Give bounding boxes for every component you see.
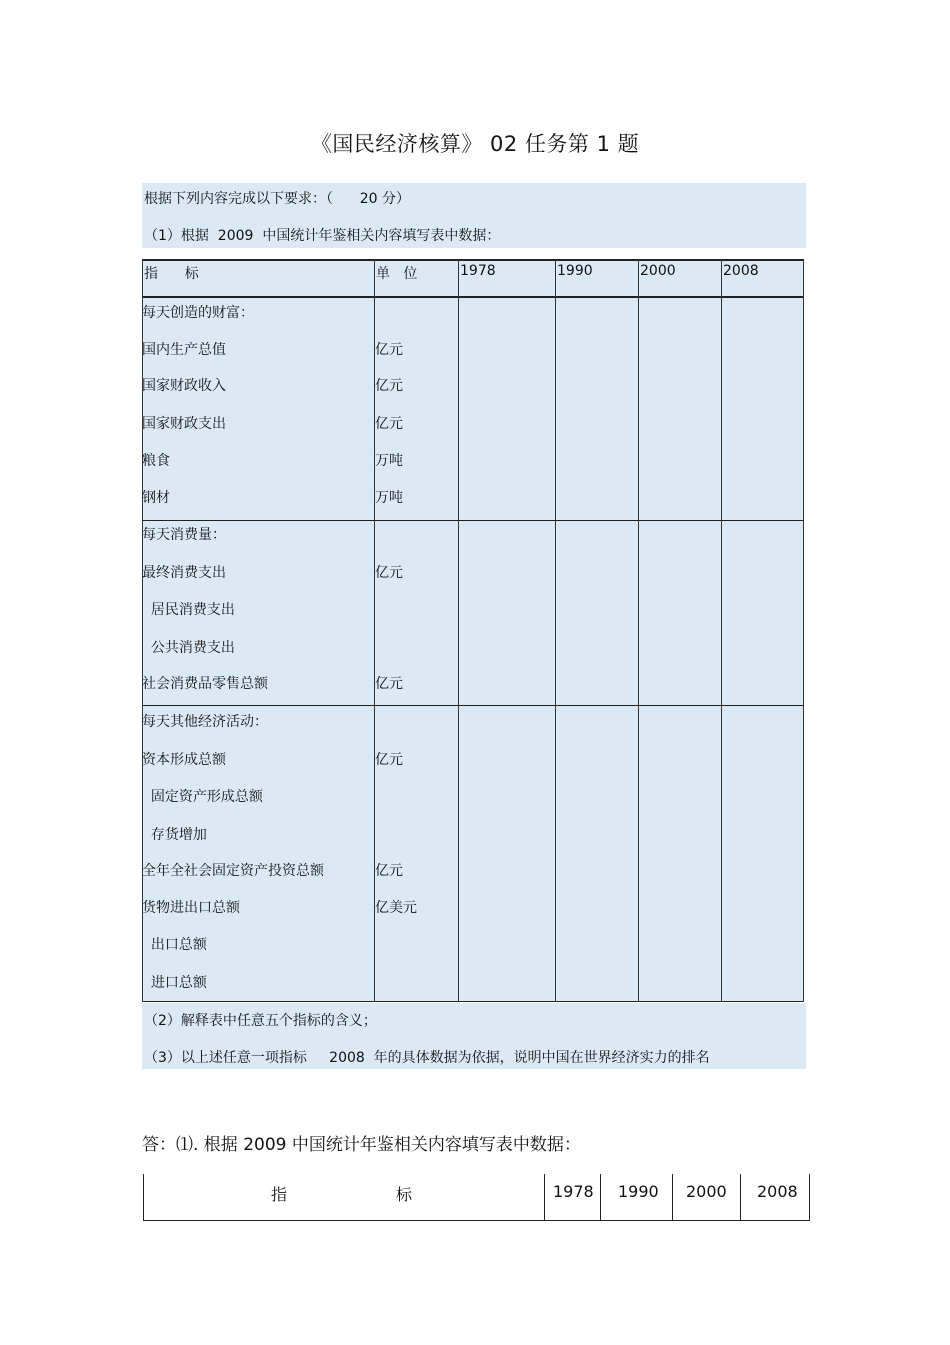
row-label: 每天消费量：: [142, 527, 226, 543]
column-rule: [458, 259, 459, 1002]
column-rule: [721, 259, 722, 1002]
row-unit: 亿元: [375, 342, 403, 358]
row-label: 存货增加: [142, 827, 207, 843]
row-label: 公共消费支出: [142, 640, 235, 656]
row-label: 社会消费品零售总额: [142, 676, 268, 692]
question-2: （2）解释表中任意五个指标的含义；: [144, 1013, 377, 1029]
row-unit: 亿元: [375, 416, 403, 432]
table-bottom-rule: [143, 1220, 810, 1221]
row-label: 固定资产形成总额: [142, 789, 263, 805]
header-2008: 2008: [757, 1182, 798, 1201]
page-title: 《国民经济核算》 02 任务第 1 题: [310, 132, 640, 156]
header-2008: 2008: [723, 263, 759, 279]
header-2000: 2000: [640, 263, 676, 279]
column-rule: [374, 259, 375, 1002]
header-1978: 1978: [460, 263, 496, 279]
row-label: 每天创造的财富：: [142, 305, 254, 321]
requirements-block: [142, 183, 806, 248]
row-unit: 亿元: [375, 863, 403, 879]
row-label: 钢材: [142, 490, 170, 506]
row-label: 居民消费支出: [142, 602, 235, 618]
section-rule: [142, 520, 804, 521]
header-indicator-2: 标: [396, 1185, 413, 1204]
header-2000: 2000: [686, 1182, 727, 1201]
table-bottom-rule: [142, 1001, 804, 1002]
answer-intro: 答：⑴. 根据 2009 中国统计年鉴相关内容填写表中数据：: [142, 1135, 581, 1155]
row-unit: 万吨: [375, 453, 403, 469]
column-rule: [555, 259, 556, 1002]
row-label: 每天其他经济活动：: [142, 714, 268, 730]
column-rule: [803, 259, 804, 1002]
header-1990: 1990: [618, 1182, 659, 1201]
row-label: 进口总额: [142, 975, 207, 991]
column-rule: [544, 1174, 545, 1220]
column-rule: [600, 1174, 601, 1220]
column-rule: [638, 259, 639, 1002]
header-1990: 1990: [557, 263, 593, 279]
header-indicator-1: 指: [271, 1185, 288, 1204]
questions-block: [142, 1003, 806, 1069]
row-label: 国内生产总值: [142, 342, 226, 358]
row-unit: 亿美元: [375, 900, 417, 916]
row-label: 粮食: [142, 453, 170, 469]
row-unit: 亿元: [375, 565, 403, 581]
row-unit: 亿元: [375, 378, 403, 394]
row-unit: 万吨: [375, 490, 403, 506]
question-table: [142, 259, 804, 1002]
task-1-line: （1）根据 2009 中国统计年鉴相关内容填写表中数据：: [144, 228, 501, 244]
section-rule: [142, 705, 804, 706]
row-label: 国家财政支出: [142, 416, 226, 432]
row-label: 最终消费支出: [142, 565, 226, 581]
column-rule: [672, 1174, 673, 1220]
column-rule: [143, 1174, 144, 1220]
row-label: 国家财政收入: [142, 378, 226, 394]
header-1978: 1978: [553, 1182, 594, 1201]
row-label: 资本形成总额: [142, 752, 226, 768]
column-rule: [740, 1174, 741, 1220]
answer-table: [143, 1174, 810, 1221]
column-rule: [809, 1174, 810, 1220]
column-rule: [142, 259, 143, 1002]
requirements-line: 根据下列内容完成以下要求：（ 20 分）: [144, 191, 410, 207]
header-rule: [142, 296, 804, 298]
row-label: 全年全社会固定资产投资总额: [142, 863, 324, 879]
row-unit: 亿元: [375, 676, 403, 692]
question-3: （3）以上述任意一项指标 2008 年的具体数据为依据，说明中国在世界经济实力的排名: [144, 1050, 710, 1066]
header-indicator: 指 标: [144, 266, 199, 282]
table-top-rule: [142, 259, 804, 261]
row-label: 货物进出口总额: [142, 900, 240, 916]
header-unit: 单 位: [376, 266, 418, 282]
row-unit: 亿元: [375, 752, 403, 768]
row-label: 出口总额: [142, 937, 207, 953]
